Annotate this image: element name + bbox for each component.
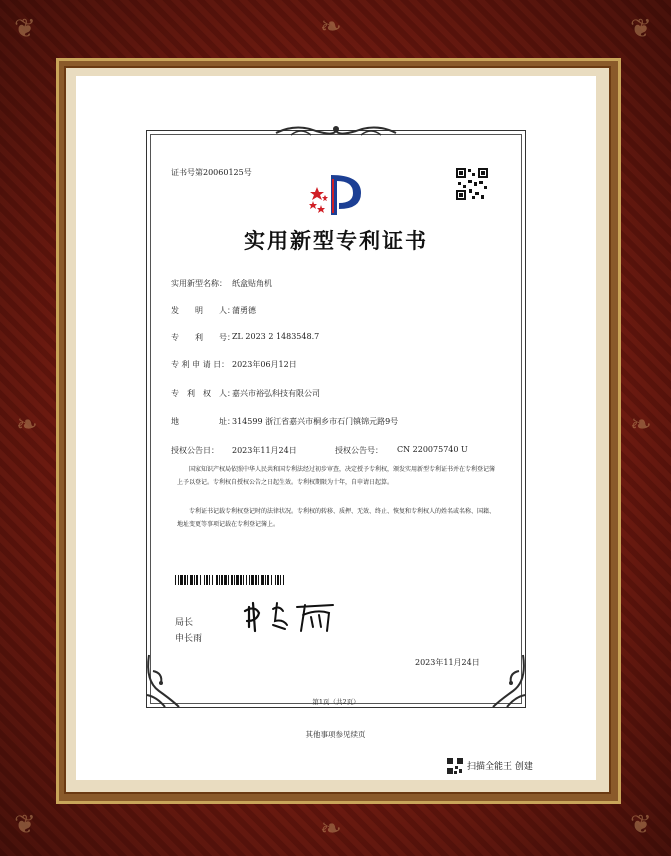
scanner-qr-icon: [446, 757, 464, 775]
certificate-title: 实用新型专利证书: [244, 228, 428, 253]
certificate: [146, 130, 526, 708]
frame-corner-ornament: ❦: [14, 14, 36, 44]
frame-bottom-ornament: ❧: [320, 814, 342, 844]
barcode: [175, 575, 287, 585]
certificate-number: 证书号第20060125号: [171, 168, 252, 177]
field-label-patentee: 专 利 权 人：: [171, 389, 235, 398]
field-value-filing-date: 2023年06月12日: [232, 360, 297, 369]
frame-corner-ornament: ❦: [630, 14, 652, 44]
field-value-inventor: 蒲勇德: [232, 306, 256, 315]
frame-corner-ornament: ❦: [630, 810, 652, 840]
frame-side-ornament: ❧: [630, 410, 652, 440]
grant-date-label: 授权公告日：: [171, 446, 219, 455]
bottom-right-ornament: [489, 651, 529, 711]
field-label-address: 地 址：: [171, 417, 235, 426]
director-name: 申长雨: [175, 634, 203, 644]
field-label-name: 实用新型名称：: [171, 279, 227, 288]
frame-side-ornament: ❧: [16, 410, 38, 440]
field-value-address: 314599 浙江省嘉兴市桐乡市石门镇锦元路9号: [232, 417, 399, 426]
grant-date-value: 2023年11月24日: [232, 446, 297, 455]
grant-no-label: 授权公告号：: [335, 446, 383, 455]
frame-top-ornament: ❧: [320, 12, 342, 42]
director-title: 局长: [175, 618, 194, 628]
field-value-name: 纸盒贴角机: [232, 279, 272, 288]
field-value-patentee: 嘉兴市裕弘科技有限公司: [232, 389, 320, 398]
footer-note: 其他事项参见续页: [305, 730, 366, 739]
field-value-patent-no: ZL 2023 2 1483548.7: [232, 332, 320, 341]
qr-code: [455, 167, 489, 201]
scanner-watermark-text: 扫描全能王 创建: [467, 762, 533, 772]
field-label-filing-date: 专 利 申 请 日：: [171, 360, 230, 369]
grant-statement-paragraph: 国家知识产权局依照中华人民共和国专利法经过初步审查，决定授予专利权，颁发实用新型专利证书并在专利登记簿上予以登记。专利权自授权公告之日起生效。专利权期限为十年，自申请日起算。: [177, 466, 496, 486]
bottom-left-ornament: [143, 651, 183, 711]
field-label-inventor: 发 明 人：: [171, 306, 235, 315]
top-scroll-ornament: [271, 123, 401, 139]
sign-date: 2023年11月24日: [415, 658, 480, 667]
page-number: 第1页（共2页）: [312, 698, 360, 706]
grant-no-value: CN 220075740 U: [397, 445, 468, 454]
field-label-patent-no: 专 利 号：: [171, 333, 235, 342]
cnipa-logo: [303, 169, 363, 219]
legal-status-paragraph: 专利证书记载专利权登记时的法律状况。专利权的转移、质押、无效、终止、恢复和专利权人的姓名或名称、国籍、地址变更等事项记载在专利登记簿上。: [177, 508, 496, 528]
frame-corner-ornament: ❦: [14, 810, 36, 840]
director-signature: [243, 599, 347, 635]
